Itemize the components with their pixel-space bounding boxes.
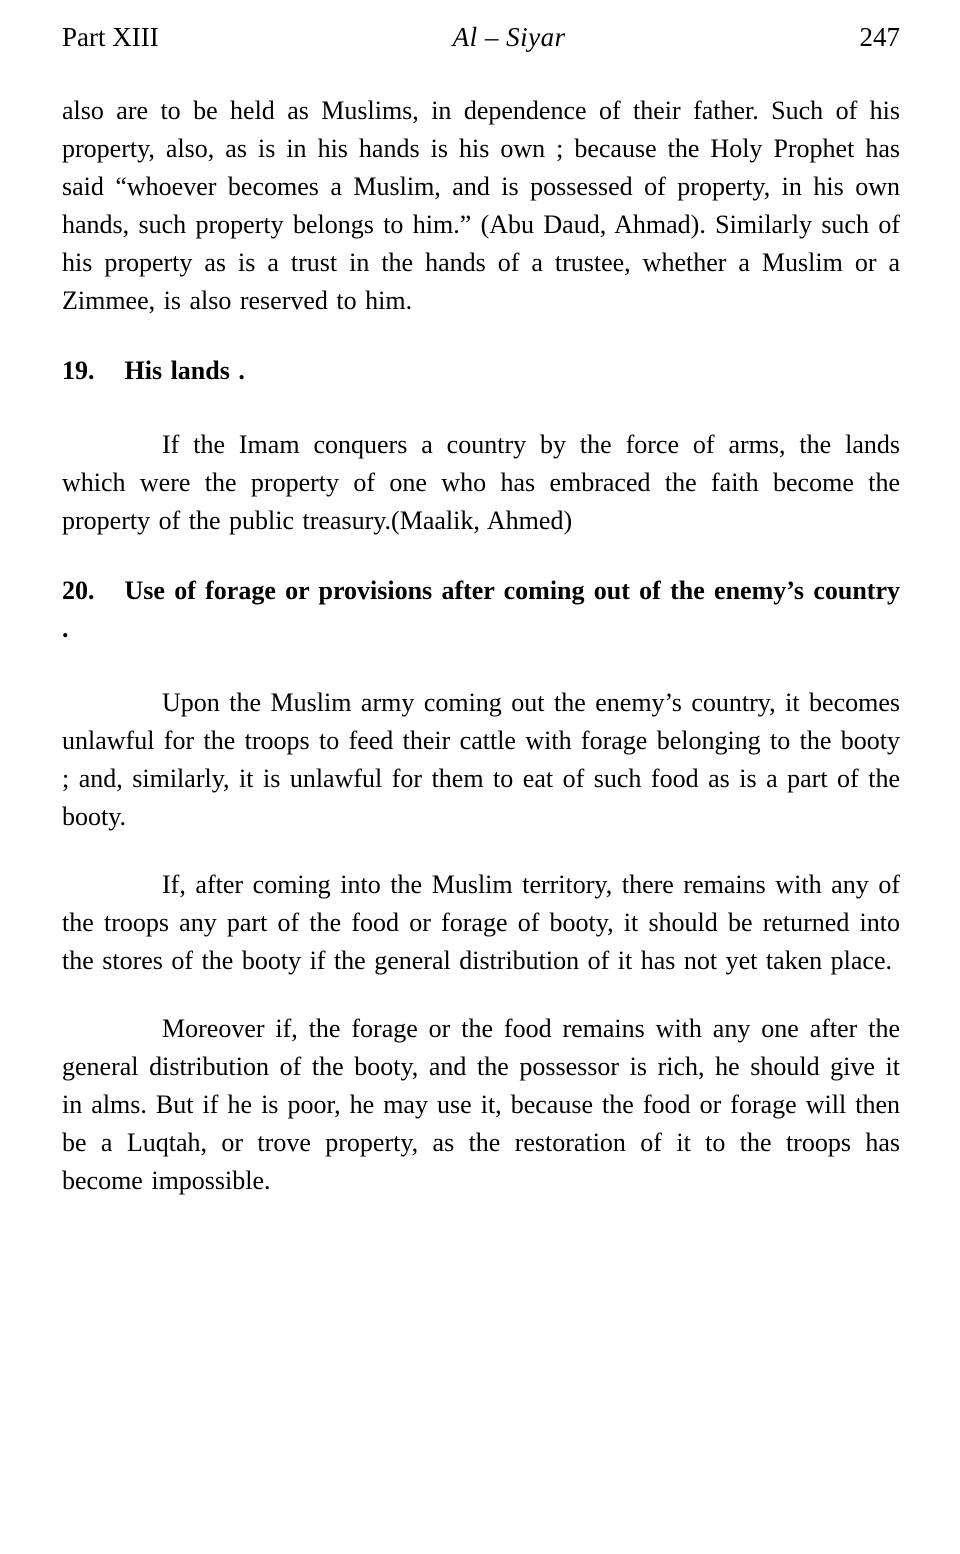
paragraph: If the Imam conquers a country by the force of arms, the lands which were the property of one who has embraced the faith become the property of the public treasury.(Maalik, Ahmed) <box>62 430 900 535</box>
section-title: His lands . <box>124 356 245 385</box>
section-heading-20 <box>62 572 900 648</box>
section-number: 20. <box>62 576 95 605</box>
page-body <box>62 92 900 1200</box>
paragraph: If, after coming into the Muslim territory, there remains with any of the troops any part of the food or forage of booty, it should be returned into the stores of the booty if the general distribution of it has not yet taken place. <box>62 870 900 975</box>
section-title: Use of forage or provisions after coming out of the enemy’s country . <box>62 576 900 643</box>
section-heading-19 <box>62 352 900 390</box>
paragraph: Moreover if, the forage or the food remains with any one after the general distribution of the booty, and the possessor is rich, he should give it in alms. But if he is poor, he may use it, because the food or forage will then be a Luqtah, or trove property, as the restoration of it to the troops has become impossible. <box>62 1014 900 1195</box>
continued-paragraph: also are to be held as Muslims, in dependence of their father. Such of his property, also, as is in his hands is his own ; because the Holy Prophet has said “whoever becomes a Muslim, and is possessed of property, in his own hands, such property belongs to him.” (Abu Daud, Ahmad). Similarly such of his property as is a trust in the hands of a trustee, whether a Muslim or a Zimmee, is also reserved to him. <box>62 96 900 315</box>
paragraph: Upon the Muslim army coming out the enemy’s country, it becomes unlawful for the troops to feed their cattle with forage belonging to the booty ; and, similarly, it is unlawful for them to eat of such food as is a part of the booty. <box>62 688 900 831</box>
section-number: 19. <box>62 356 95 385</box>
page-header <box>62 20 900 54</box>
running-title: Al – Siyar <box>452 22 566 52</box>
part-label: Part XIII <box>62 22 159 52</box>
page-number: 247 <box>859 22 900 52</box>
